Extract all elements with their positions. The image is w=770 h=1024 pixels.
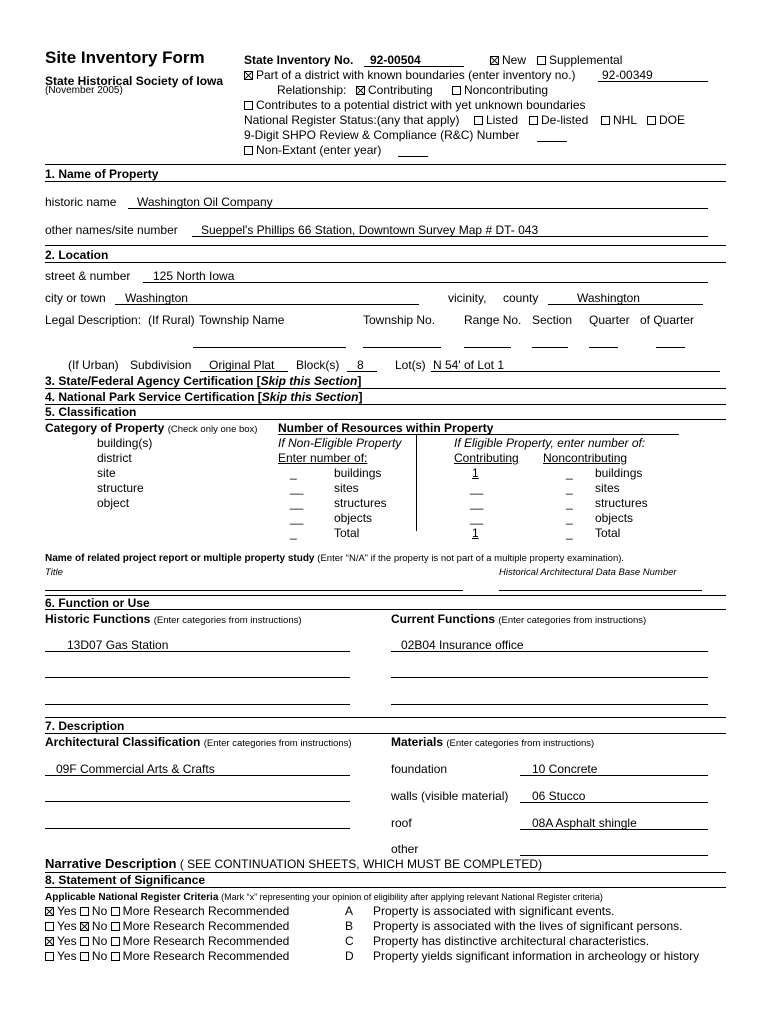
ne-count-buildings[interactable]: _ [290,466,297,480]
doe-checkbox[interactable] [647,116,656,125]
new-checkbox[interactable] [490,56,499,65]
delisted-option[interactable]: De-listed [529,113,588,127]
township-name-field[interactable] [193,347,346,348]
contributing-col-label: Contributing [454,451,519,465]
criteria-row-b: Yes No More Research Recommended [45,919,289,933]
enter-number-label: Enter number of: [278,451,368,465]
historic-name-label: historic name [45,195,117,209]
county-value[interactable]: Washington [577,291,640,305]
category-building[interactable]: building(s) [97,436,153,450]
foundation-value[interactable]: 10 Concrete [532,762,598,776]
doe-option[interactable]: DOE [647,113,685,127]
noncontributing-option[interactable]: Noncontributing [452,83,548,97]
listed-checkbox[interactable] [474,116,483,125]
section-8-title: 8. Statement of Significance [45,873,206,887]
section-2-title: 2. Location [45,248,109,262]
type-buildings: buildings [334,466,382,480]
nr-status-label: National Register Status:(any that apply) [244,113,460,127]
section-5-title: 5. Classification [45,405,137,419]
supplemental-option[interactable]: Supplemental [537,53,622,67]
hadb-label: Historical Architectural Data Base Number [499,567,677,578]
arch-classification-value[interactable]: 09F Commercial Arts & Crafts [56,762,215,776]
category-structure[interactable]: structure [97,481,144,495]
roof-label: roof [391,816,412,830]
section-7-title: 7. Description [45,719,125,733]
type2-sites: sites [595,481,620,495]
type-sites: sites [334,481,359,495]
type-total: Total [334,526,360,540]
arch-classification-label: Architectural Classification (Enter categories from instructions) [45,735,352,749]
subdivision-label: Subdivision [130,358,192,372]
section-field[interactable] [532,347,568,348]
type-objects: objects [334,511,373,525]
potential-district-option[interactable]: Contributes to a potential district with yet unknown boundaries [244,98,586,112]
criteria-c-yes-checkbox[interactable] [45,937,54,946]
section-4-title: 4. National Park Service Certification [Skip this Section] [45,390,363,404]
c-count-sites[interactable]: __ [470,481,484,495]
criteria-d-letter: D [345,949,354,963]
criteria-a-yes-checkbox[interactable] [45,907,54,916]
current-functions-label: Current Functions (Enter categories from instructions) [391,612,647,626]
delisted-checkbox[interactable] [529,116,538,125]
other-material-field[interactable] [520,855,708,856]
contributing-option[interactable]: Contributing [356,83,433,97]
criteria-b-yes-checkbox[interactable] [45,922,54,931]
type2-structures: structures [595,496,648,510]
other-names-value[interactable]: Sueppel's Phillips 66 Station, Downtown Survey Map # DT- 043 [201,223,539,237]
range-field[interactable] [464,347,511,348]
criteria-row-c: Yes No More Research Recommended [45,934,289,948]
lot-value[interactable]: N 54' of Lot 1 [433,358,505,372]
criteria-a-text: Property is associated with significant events. [373,904,615,918]
c-count-structures[interactable]: __ [470,496,484,510]
c-count-buildings[interactable]: 1 [472,466,479,480]
historic-function-value[interactable]: 13D07 Gas Station [67,638,169,652]
historic-function-field-3[interactable] [45,704,350,705]
type-structures: structures [334,496,387,510]
walls-value[interactable]: 06 Stucco [532,789,586,803]
other-material-label: other [391,842,419,856]
lot-label: Lot(s) [395,358,426,372]
c-count-objects[interactable]: __ [470,511,484,525]
criteria-a-more-checkbox[interactable] [111,907,120,916]
criteria-d-more-checkbox[interactable] [111,952,120,961]
type2-total: Total [595,526,621,540]
category-object[interactable]: object [97,496,130,510]
criteria-d-yes-checkbox[interactable] [45,952,54,961]
nc-count-structures[interactable]: _ [566,496,573,510]
title-label: Title [45,567,63,578]
criteria-d-text: Property yields significant information in archeology or history [373,949,700,963]
form-title: Site Inventory Form [45,48,205,67]
potential-district-checkbox[interactable] [244,101,253,110]
criteria-label: Applicable National Register Criteria (Mark “x” representing your opinion of eligibility after applying relevant National Register criteria) [45,892,603,903]
district-number[interactable]: 92-00349 [602,68,653,82]
narrative-description-label: Narrative Description ( SEE CONTINUATION SHEETS, WHICH MUST BE COMPLETED) [45,856,543,871]
hadb-field[interactable] [499,590,702,591]
supplemental-checkbox[interactable] [537,56,546,65]
criteria-d-no-checkbox[interactable] [80,952,89,961]
township-no-field[interactable] [363,347,441,348]
historic-function-field-2[interactable] [45,677,350,678]
materials-label: Materials (Enter categories from instructions) [391,735,595,749]
legal-description-label: Legal Description: [45,313,142,327]
township-name-label: Township Name [199,313,285,327]
township-no-label: Township No. [363,313,436,327]
ne-count-objects[interactable]: __ [290,511,304,525]
city-value[interactable]: Washington [125,291,188,305]
quarter-label: Quarter [589,313,630,327]
district-option[interactable]: Part of a district with known boundaries (enter inventory no.) [244,68,576,82]
arch-classification-field-2[interactable] [45,801,350,802]
section-6-title: 6. Function or Use [45,596,150,610]
subdivision-value[interactable]: Original Plat [209,358,275,372]
nonextant-option[interactable]: Non-Extant (enter year) [244,143,381,157]
urban-label: (If Urban) [68,358,119,372]
current-function-field-2[interactable] [391,677,708,678]
criteria-b-letter: B [345,919,354,933]
type2-buildings: buildings [595,466,643,480]
criteria-row-a: Yes No More Research Recommended [45,904,289,918]
nc-count-sites[interactable]: _ [566,481,573,495]
shpo-label: 9-Digit SHPO Review & Compliance (R&C) Number [244,128,520,142]
section-3-title: 3. State/Federal Agency Certification [Skip this Section] [45,374,362,388]
section-1-title: 1. Name of Property [45,167,159,181]
inventory-number[interactable]: 92-00504 [370,53,421,67]
related-study-label: Name of related project report or multiple property study (Enter “N/A” if the property is not part of a multiple property examination). [45,553,625,564]
nonextant-checkbox[interactable] [244,146,253,155]
criteria-c-text: Property has distinctive architectural characteristics. [373,934,650,948]
roof-value[interactable]: 08A Asphalt shingle [532,816,637,830]
ne-count-total[interactable]: _ [290,526,297,540]
new-option[interactable]: New [490,53,526,67]
block-label: Block(s) [296,358,340,372]
ne-count-sites[interactable]: __ [290,481,304,495]
quarter-field[interactable] [589,347,618,348]
historic-functions-label: Historic Functions (Enter categories from instructions) [45,612,302,626]
historic-name-value[interactable]: Washington Oil Company [137,195,273,209]
other-names-label: other names/site number [45,223,178,237]
criteria-row-d: Yes No More Research Recommended [45,949,289,963]
criteria-b-more-checkbox[interactable] [111,922,120,931]
current-function-field-3[interactable] [391,704,708,705]
nc-count-buildings[interactable]: _ [566,466,573,480]
section-label: Section [532,313,573,327]
ne-count-structures[interactable]: __ [290,496,304,510]
contributing-checkbox[interactable] [356,86,365,95]
street-value[interactable]: 125 North Iowa [153,269,235,283]
current-function-value[interactable]: 02B04 Insurance office [401,638,524,652]
street-label: street & number [45,269,131,283]
listed-option[interactable]: Listed [474,113,518,127]
nhl-option[interactable]: NHL [601,113,637,127]
criteria-a-no-checkbox[interactable] [80,907,89,916]
criteria-b-no-checkbox[interactable] [80,922,89,931]
category-district[interactable]: district [97,451,132,465]
noncontributing-col-label: Noncontributing [543,451,628,465]
district-checkbox[interactable] [244,71,253,80]
rural-label: (If Rural) [148,313,195,327]
criteria-c-letter: C [345,934,354,948]
criteria-c-no-checkbox[interactable] [80,937,89,946]
criteria-a-letter: A [345,904,354,918]
inventory-label: State Inventory No. [244,53,354,67]
c-count-total[interactable]: 1 [472,526,479,540]
category-site[interactable]: site [97,466,116,480]
block-value[interactable]: 8 [357,358,364,372]
non-eligible-label: If Non-Eligible Property [278,436,402,450]
of-quarter-field[interactable] [656,347,685,348]
nhl-checkbox[interactable] [601,116,610,125]
range-label: Range No. [464,313,522,327]
shpo-field[interactable] [537,141,567,142]
noncontributing-checkbox[interactable] [452,86,461,95]
org-name: State Historical Society of Iowa [45,74,224,88]
foundation-label: foundation [391,762,448,776]
relationship-label: Relationship: [277,83,347,97]
walls-label: walls (visible material) [391,789,509,803]
criteria-c-more-checkbox[interactable] [111,937,120,946]
vicinity-label: vicinity, [448,291,487,305]
related-title-field[interactable] [45,590,463,591]
arch-classification-field-3[interactable] [45,828,350,829]
category-label: Category of Property (Check only one box) [45,421,258,435]
of-quarter-label: of Quarter [640,313,695,327]
nc-count-objects[interactable]: _ [566,511,573,525]
form-date: (November 2005) [45,85,123,96]
nonextant-year-field[interactable] [398,156,428,157]
eligible-label: If Eligible Property, enter number of: [454,436,646,450]
criteria-b-text: Property is associated with the lives of significant persons. [373,919,683,933]
type2-objects: objects [595,511,634,525]
city-label: city or town [45,291,106,305]
county-label: county [503,291,539,305]
resources-title: Number of Resources within Property [278,421,494,435]
nc-count-total[interactable]: _ [566,526,573,540]
